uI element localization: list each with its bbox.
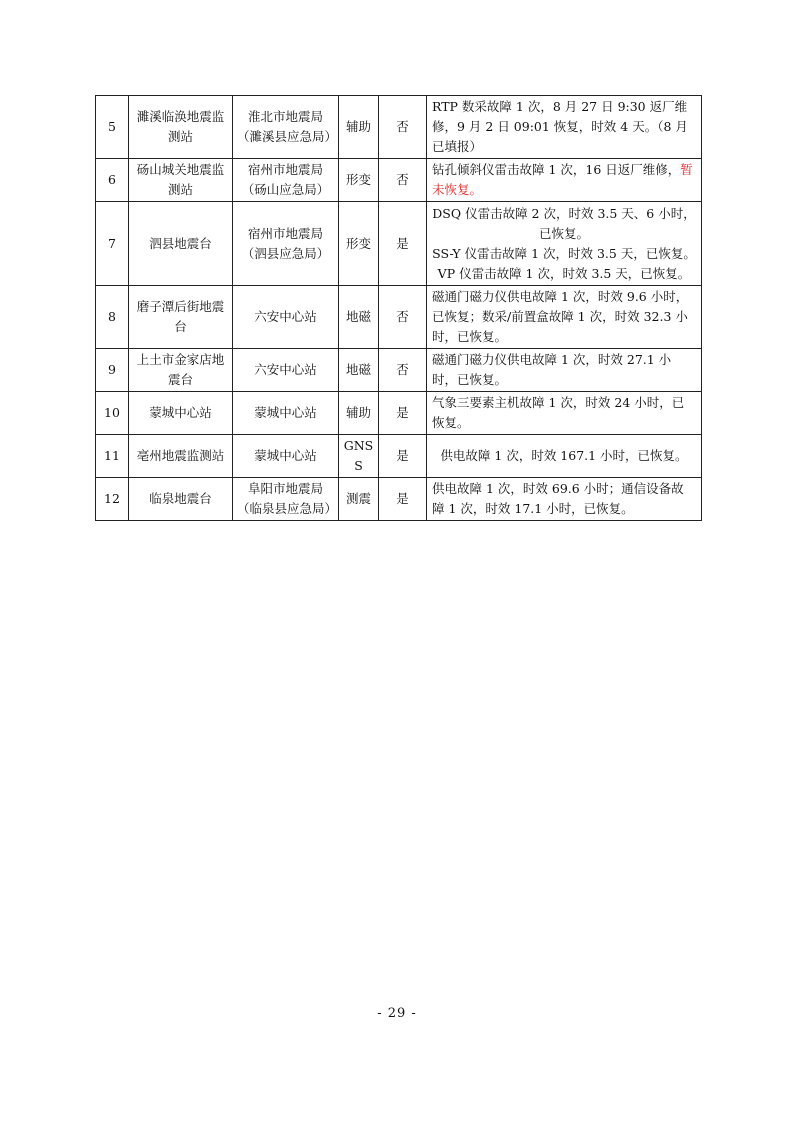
row-number: 11 [96, 435, 129, 478]
table-row [96, 286, 702, 349]
fault-detail [427, 96, 702, 159]
table-row [96, 478, 702, 521]
fault-detail-line: VP 仪雷击故障 1 次，时效 3.5 天，已恢复。 [437, 265, 691, 281]
status-flag: 是 [379, 392, 427, 435]
observation-type: 测震 [339, 478, 379, 521]
fault-detail-line: DSQ 仪雷击故障 2 次，时效 3.5 天、6 小时，已恢复。 [432, 205, 696, 241]
fault-detail [427, 478, 702, 521]
station-fault-table [95, 95, 702, 521]
management-unit: 淮北市地震局（濉溪县应急局） [233, 96, 339, 159]
fault-detail-text: 气象三要素主机故障 1 次，时效 24 小时，已恢复。 [432, 395, 685, 430]
station-name: 濉溪临涣地震监测站 [129, 96, 233, 159]
management-unit: 阜阳市地震局（临泉县应急局） [233, 478, 339, 521]
station-name: 磨子潭后街地震台 [129, 286, 233, 349]
fault-detail [427, 392, 702, 435]
row-number: 10 [96, 392, 129, 435]
station-name: 亳州地震监测站 [129, 435, 233, 478]
station-name: 蒙城中心站 [129, 392, 233, 435]
management-unit: 蒙城中心站 [233, 435, 339, 478]
page-number: - 29 - [377, 1006, 417, 1021]
row-number: 9 [96, 349, 129, 392]
station-name: 砀山城关地震监测站 [129, 159, 233, 202]
status-flag: 是 [379, 435, 427, 478]
fault-detail [427, 159, 702, 202]
status-flag: 是 [379, 478, 427, 521]
table-row [96, 349, 702, 392]
observation-type: 形变 [339, 202, 379, 286]
management-unit: 六安中心站 [233, 349, 339, 392]
fault-detail-text: 磁通门磁力仪供电故障 1 次，时效 9.6 小时，已恢复；数采/前置盒故障 1 次，时效 32.3 小时，已恢复。 [432, 289, 689, 344]
row-number: 5 [96, 96, 129, 159]
fault-detail-text: 钻孔倾斜仪雷击故障 1 次，16 日返厂维修， [432, 162, 681, 177]
table-row [96, 392, 702, 435]
observation-type: 形变 [339, 159, 379, 202]
table-row [96, 435, 702, 478]
fault-detail-text: 供电故障 1 次，时效 69.6 小时；通信设备故障 1 次，时效 17.1 小时，已恢复。 [432, 481, 684, 516]
fault-detail [427, 202, 702, 286]
observation-type: 辅助 [339, 392, 379, 435]
fault-detail [427, 286, 702, 349]
row-number: 7 [96, 202, 129, 286]
row-number: 8 [96, 286, 129, 349]
fault-detail-line: SS-Y 仪雷击故障 1 次，时效 3.5 天，已恢复。 [432, 245, 696, 261]
observation-type: 地磁 [339, 286, 379, 349]
row-number: 12 [96, 478, 129, 521]
fault-detail [427, 435, 702, 478]
table-row [96, 159, 702, 202]
management-unit: 宿州市地震局（砀山应急局） [233, 159, 339, 202]
management-unit: 六安中心站 [233, 286, 339, 349]
station-name: 泗县地震台 [129, 202, 233, 286]
status-flag: 否 [379, 159, 427, 202]
status-flag: 否 [379, 286, 427, 349]
status-flag: 是 [379, 202, 427, 286]
row-number: 6 [96, 159, 129, 202]
table-row [96, 202, 702, 286]
table-row [96, 96, 702, 159]
management-unit: 宿州市地震局（泗县应急局） [233, 202, 339, 286]
station-name: 临泉地震台 [129, 478, 233, 521]
fault-detail-text: 磁通门磁力仪供电故障 1 次，时效 27.1 小时，已恢复。 [432, 352, 672, 387]
management-unit: 蒙城中心站 [233, 392, 339, 435]
status-flag: 否 [379, 349, 427, 392]
fault-detail-text: 供电故障 1 次，时效 167.1 小时，已恢复。 [440, 448, 688, 463]
observation-type: GNSS [339, 435, 379, 478]
observation-type: 辅助 [339, 96, 379, 159]
station-name: 上土市金家店地震台 [129, 349, 233, 392]
fault-detail [427, 349, 702, 392]
observation-type: 地磁 [339, 349, 379, 392]
unrecovered-note: 暂未恢复。 [432, 162, 693, 197]
fault-detail-text: RTP 数采故障 1 次，8 月 27 日 9:30 返厂维修，9 月 2 日 09:01 恢复，时效 4 天。（8 月已填报） [432, 99, 688, 154]
status-flag: 否 [379, 96, 427, 159]
